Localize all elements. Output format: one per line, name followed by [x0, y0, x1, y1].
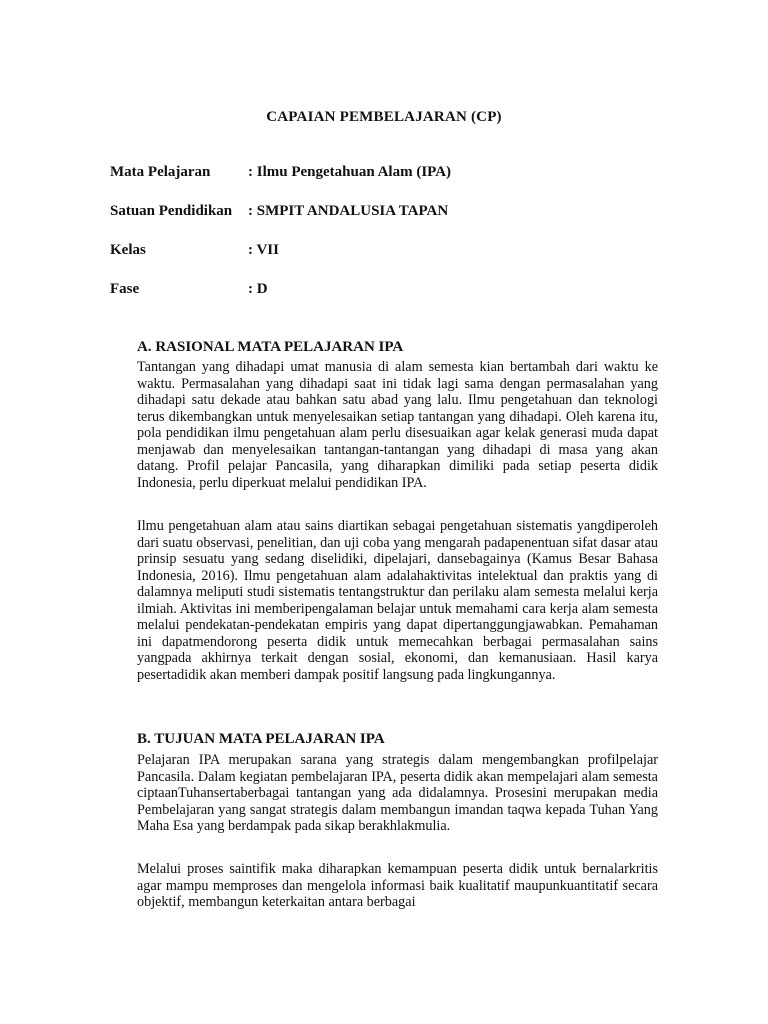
- meta-row-subject: [110, 164, 451, 181]
- meta-label: Satuan Pendidikan: [110, 203, 233, 219]
- paragraph-rasional-2: Ilmu pengetahuan alam atau sains diartikan sebagai pengetahuan sistematis yangdiperoleh dari suatu observasi, penelitian, dan uji coba yang mengarah padapenentuan sifat dasar atau prinsip sesuatu yang sedang diselidiki, dipelajari, dansebagainya (Kamus Besar Bahasa Indonesia, 2016). Ilmu pengetahuan alam adalahaktivitas intelektual dan praktis yang di dalamnya meliputi studi sistematis tentangstruktur dan perilaku alam semesta melalui kerja ilmiah. Aktivitas ini memberipengalaman belajar untuk memahami cara kerja alam semesta melalui pendekatan-pendekatan empiris yang dapat dipertanggungjawabkan. Pemahaman ini dapatmendorong peserta didik untuk memecahkan berbagai permasalahan sains yangpada akhirnya terkait dengan sosial, ekonomi, dan kemanusiaan. Hasil karya pesertadidik akan memberi dampak positif langsung pada lingkungannya.: [137, 518, 658, 683]
- meta-label: Kelas: [110, 242, 146, 258]
- meta-row-school: [110, 203, 448, 220]
- meta-value: : VII: [248, 242, 279, 258]
- meta-label: Mata Pelajaran: [110, 164, 211, 180]
- section-heading-rasional: A. RASIONAL MATA PELAJARAN IPA: [137, 339, 404, 355]
- paragraph-tujuan-1: Pelajaran IPA merupakan sarana yang strategis dalam mengembangkan profilpelajar Pancasila. Dalam kegiatan pembelajaran IPA, peserta didik akan mempelajari alam semesta ciptaanTuhansertaberbagai tantangan yang ada didalamnya. Prosesini merupakan media Pembelajaran yang sangat strategis dalam membangun imandan taqwa kepada Tuhan Yang Maha Esa yang berdampak pada sikap berakhlakmulia.: [137, 752, 658, 834]
- section-heading-tujuan: B. TUJUAN MATA PELAJARAN IPA: [137, 731, 385, 747]
- paragraph-rasional-1: Tantangan yang dihadapi umat manusia di alam semesta kian bertambah dari waktu ke waktu. Permasalahan yang dihadapi saat ini tidak lagi sama dengan permasalahan yang dihadapi satu dekade atau bahkan satu abad yang lalu. Ilmu pengetahuan dan teknologi terus dikembangkan untuk menyelesaikan setiap tantangan yang dihadapi. Oleh karena itu, pola pendidikan ilmu pengetahuan alam perlu disesuaikan agar kelak generasi muda dapat menjawab dan menyelesaikan tantangan-tantangan yang dihadapi di masa yang akan datang. Profil pelajar Pancasila, yang diharapkan dimiliki pada setiap peserta didik Indonesia, perlu diperkuat melalui pendidikan IPA.: [137, 359, 658, 491]
- meta-value: : Ilmu Pengetahuan Alam (IPA): [248, 164, 452, 180]
- meta-row-phase: [110, 281, 268, 298]
- paragraph-tujuan-2: Melalui proses saintifik maka diharapkan kemampuan peserta didik untuk bernalarkritis agar mampu memproses dan mengelola informasi baik kualitatif maupunkuantitatif secara objektif, membangun keterkaitan antara berbagai: [137, 861, 658, 910]
- meta-label: Fase: [110, 281, 140, 297]
- meta-value: : SMPIT ANDALUSIA TAPAN: [248, 203, 449, 219]
- meta-value: : D: [248, 281, 268, 297]
- meta-row-class: [110, 242, 279, 259]
- document-title: CAPAIAN PEMBELAJARAN (CP): [266, 109, 502, 125]
